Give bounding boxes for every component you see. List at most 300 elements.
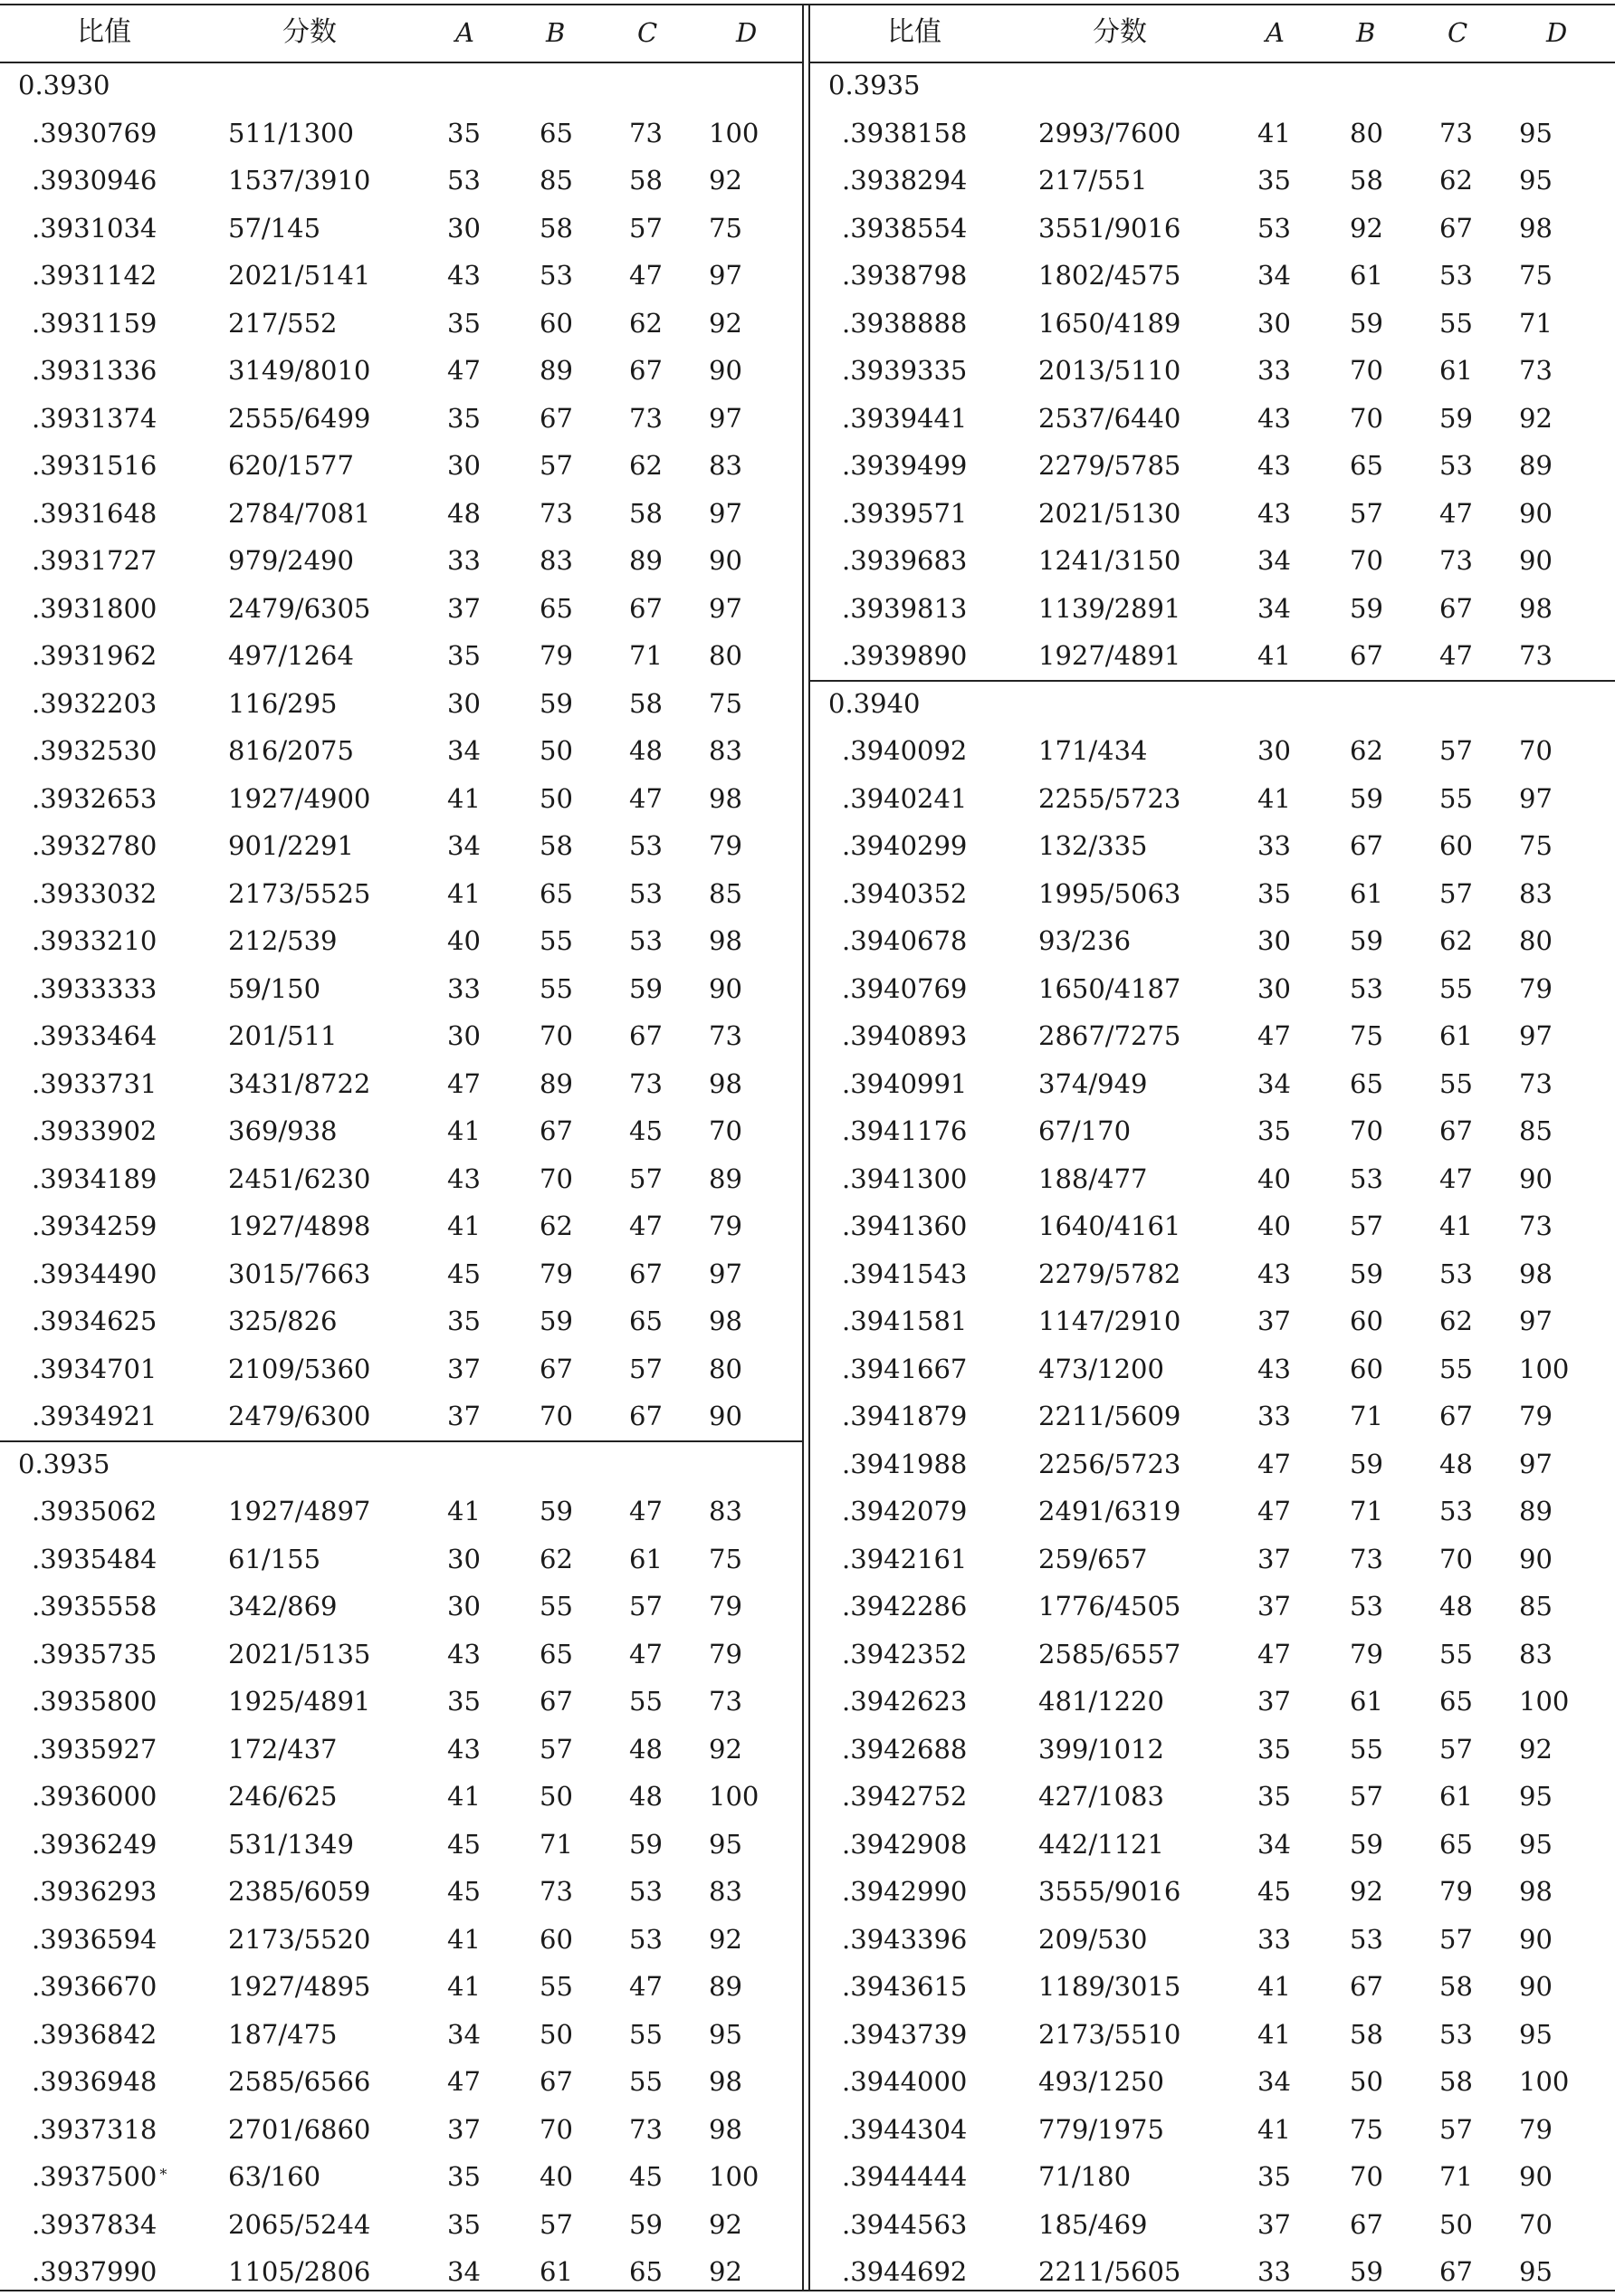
fraction-cell: 212/539 (228, 925, 338, 956)
value-c-cell: 55 (1439, 307, 1473, 339)
value-c-cell: 60 (1439, 830, 1473, 861)
value-d-cell: 90 (709, 972, 742, 1004)
value-c-cell: 47 (629, 782, 663, 814)
value-c-cell: 50 (1439, 2208, 1473, 2240)
table-row (0, 822, 802, 870)
ratio-cell: .3932653 (32, 782, 158, 814)
fraction-cell: 1139/2891 (1038, 592, 1181, 624)
ratio-cell: .3939683 (842, 545, 968, 576)
value-c-cell: 67 (1439, 1115, 1473, 1146)
value-d-cell: 100 (1519, 1353, 1570, 1384)
table-row (810, 585, 1615, 633)
ratio-cell: .3939571 (842, 497, 968, 529)
fraction-cell: 1650/4189 (1038, 307, 1181, 339)
fraction-cell: 369/938 (228, 1115, 338, 1146)
value-b-cell: 62 (540, 1210, 573, 1241)
fraction-cell: 427/1083 (1038, 1781, 1164, 1812)
value-c-cell: 53 (629, 877, 663, 909)
value-b-cell: 80 (1350, 117, 1383, 148)
table-row (0, 1488, 802, 1535)
table-row (0, 1107, 802, 1155)
ratio-cell: .3934921 (32, 1401, 158, 1431)
fraction-cell: 71/180 (1038, 2161, 1132, 2192)
table-row (810, 157, 1615, 205)
value-d-cell: 80 (709, 1353, 742, 1384)
ratio-cell: .3931374 (32, 402, 158, 434)
value-b-cell: 55 (540, 1591, 573, 1622)
table-row (810, 965, 1615, 1013)
value-c-cell: 41 (1439, 1210, 1473, 1241)
value-b-cell: 67 (1350, 2208, 1383, 2240)
value-d-cell: 92 (709, 165, 742, 196)
value-d-cell: 97 (709, 1258, 742, 1289)
fraction-cell: 2585/6566 (228, 2066, 371, 2097)
value-d-cell: 98 (1519, 592, 1553, 624)
fraction-cell: 246/625 (228, 1781, 338, 1812)
value-d-cell: 75 (709, 687, 742, 719)
ratio-cell: .3944692 (842, 2256, 968, 2287)
value-d-cell: 95 (1519, 117, 1553, 148)
ratio-cell (32, 2153, 167, 2201)
table-row (0, 680, 802, 728)
value-c-cell: 48 (629, 1781, 663, 1812)
value-b-cell: 59 (540, 1496, 573, 1526)
table-header-row (0, 4, 802, 63)
value-d-cell: 83 (709, 1876, 742, 1907)
value-a-cell: 34 (447, 735, 481, 766)
value-c-cell: 62 (629, 307, 663, 339)
value-a-cell: 34 (1257, 1067, 1291, 1099)
value-b-cell: 70 (1350, 402, 1383, 434)
value-a-cell: 40 (1257, 1210, 1291, 1241)
table-row (0, 1963, 802, 2011)
value-a-cell: 30 (1257, 307, 1291, 339)
value-d-cell: 73 (1519, 640, 1553, 671)
table-row (0, 1583, 802, 1631)
header-fraction: 分数 (282, 16, 337, 48)
table-row (0, 870, 802, 918)
ratio-cell: .3932530 (32, 735, 158, 766)
value-d-cell: 92 (709, 1733, 742, 1765)
fraction-cell: 2479/6300 (228, 1401, 371, 1431)
value-d-cell: 83 (1519, 877, 1553, 909)
value-c-cell: 57 (1439, 735, 1473, 766)
value-a-cell: 33 (1257, 1401, 1291, 1431)
header-c: C (637, 17, 658, 48)
table-row (0, 1392, 802, 1440)
value-c-cell: 71 (1439, 2161, 1473, 2192)
fraction-cell: 493/1250 (1038, 2066, 1164, 2097)
value-a-cell: 41 (447, 1781, 481, 1812)
value-a-cell: 35 (447, 307, 481, 339)
value-b-cell: 89 (540, 355, 573, 386)
value-a-cell: 48 (447, 497, 481, 529)
value-b-cell: 65 (1350, 450, 1383, 481)
table-row (0, 2201, 802, 2249)
table-row (810, 2248, 1615, 2296)
header-ratio: 比值 (77, 16, 131, 48)
value-d-cell: 71 (1519, 307, 1553, 339)
value-a-cell: 35 (447, 2208, 481, 2240)
ratio-cell: .3930946 (32, 165, 158, 196)
value-a-cell: 47 (447, 355, 481, 386)
ratio-cell: .3931648 (32, 497, 158, 529)
table-row (0, 585, 802, 633)
fraction-cell: 1802/4575 (1038, 260, 1181, 291)
value-b-cell: 40 (540, 2161, 573, 2192)
fraction-cell: 901/2291 (228, 830, 354, 861)
value-a-cell: 45 (1257, 1876, 1291, 1907)
value-b-cell: 67 (1350, 640, 1383, 671)
value-a-cell: 33 (1257, 355, 1291, 386)
value-c-cell: 65 (629, 2256, 663, 2287)
value-a-cell: 34 (1257, 1828, 1291, 1860)
table-row (0, 1297, 802, 1345)
fraction-cell: 473/1200 (1038, 1353, 1164, 1384)
ratio-cell: .3930769 (32, 117, 158, 148)
table-row (810, 205, 1615, 253)
value-c-cell: 48 (629, 735, 663, 766)
fraction-cell: 2491/6319 (1038, 1496, 1181, 1526)
table-row (0, 2248, 802, 2296)
value-b-cell: 59 (1350, 925, 1383, 956)
table-row (0, 1535, 802, 1583)
fraction-cell: 2065/5244 (228, 2208, 371, 2240)
value-a-cell: 41 (447, 1496, 481, 1526)
table-row (810, 442, 1615, 490)
value-a-cell: 41 (447, 1923, 481, 1955)
value-a-cell: 35 (1257, 1781, 1291, 1812)
header-d: D (736, 17, 758, 48)
value-a-cell: 43 (447, 1162, 481, 1194)
group-heading-row (810, 62, 1615, 110)
fraction-cell: 2537/6440 (1038, 402, 1181, 434)
table-row (810, 300, 1615, 348)
value-a-cell: 41 (1257, 782, 1291, 814)
group-heading: 0.3935 (18, 1448, 110, 1479)
value-a-cell: 43 (447, 1638, 481, 1669)
value-d-cell: 90 (1519, 2161, 1553, 2192)
value-a-cell: 41 (447, 877, 481, 909)
value-c-cell: 67 (629, 355, 663, 386)
value-d-cell: 90 (1519, 545, 1553, 576)
fraction-cell: 67/170 (1038, 1115, 1132, 1146)
fraction-cell: 2993/7600 (1038, 117, 1181, 148)
value-c-cell: 57 (1439, 1733, 1473, 1765)
value-d-cell: 85 (1519, 1115, 1553, 1146)
ratio-cell: .3944000 (842, 2066, 968, 2097)
value-d-cell: 92 (709, 307, 742, 339)
ratio-cell: .3941988 (842, 1448, 968, 1479)
value-a-cell: 30 (447, 1020, 481, 1051)
value-c-cell: 55 (1439, 1067, 1473, 1099)
value-a-cell: 53 (1257, 212, 1291, 244)
footnote-mark: * (159, 2166, 167, 2183)
header-ratio: 比值 (887, 16, 941, 48)
value-c-cell: 57 (629, 1353, 663, 1384)
value-c-cell: 70 (1439, 1543, 1473, 1574)
value-b-cell: 89 (540, 1067, 573, 1099)
header-b: B (546, 17, 566, 48)
ratio-cell: .3935927 (32, 1733, 158, 1765)
value-a-cell: 47 (447, 1067, 481, 1099)
table-row (810, 1297, 1615, 1345)
ratio-cell: .3933032 (32, 877, 158, 909)
value-c-cell: 73 (629, 402, 663, 434)
value-d-cell: 70 (1519, 2208, 1553, 2240)
value-c-cell: 53 (629, 1923, 663, 1955)
group-heading-row (0, 1440, 802, 1488)
value-c-cell: 62 (629, 450, 663, 481)
value-a-cell: 34 (1257, 260, 1291, 291)
fraction-cell: 979/2490 (228, 545, 354, 576)
fraction-cell: 217/551 (1038, 165, 1148, 196)
value-b-cell: 59 (1350, 592, 1383, 624)
value-c-cell: 59 (629, 2208, 663, 2240)
value-b-cell: 61 (1350, 260, 1383, 291)
table-row (810, 1535, 1615, 1583)
value-a-cell: 35 (447, 117, 481, 148)
value-b-cell: 70 (1350, 545, 1383, 576)
value-b-cell: 53 (1350, 1923, 1383, 1955)
fraction-cell: 188/477 (1038, 1162, 1148, 1194)
fraction-cell: 201/511 (228, 1020, 338, 1051)
fraction-cell: 1241/3150 (1038, 545, 1181, 576)
value-b-cell: 67 (1350, 1971, 1383, 2002)
fraction-cell: 3551/9016 (1038, 212, 1181, 244)
fraction-cell: 3555/9016 (1038, 1876, 1181, 1907)
value-b-cell: 70 (540, 2113, 573, 2145)
table-row (810, 1773, 1615, 1821)
table-row (810, 110, 1615, 158)
table-row (810, 1060, 1615, 1108)
value-d-cell: 98 (709, 2113, 742, 2145)
header-b: B (1356, 17, 1376, 48)
ratio-table-page (0, 4, 1615, 2291)
ratio-cell: .3938554 (842, 212, 968, 244)
fraction-cell: 342/869 (228, 1591, 338, 1622)
value-c-cell: 61 (1439, 355, 1473, 386)
value-b-cell: 57 (540, 450, 573, 481)
value-b-cell: 57 (1350, 497, 1383, 529)
value-d-cell: 80 (1519, 925, 1553, 956)
fraction-cell: 171/434 (1038, 735, 1148, 766)
fraction-cell: 1650/4187 (1038, 972, 1181, 1004)
value-c-cell: 55 (629, 2018, 663, 2050)
ratio-cell: .3933464 (32, 1020, 158, 1051)
ratio-cell: .3933210 (32, 925, 158, 956)
table-row (0, 1726, 802, 1774)
value-b-cell: 59 (540, 687, 573, 719)
value-c-cell: 45 (629, 2161, 663, 2192)
fraction-cell: 497/1264 (228, 640, 354, 671)
value-d-cell: 95 (1519, 165, 1553, 196)
ratio-cell: .3943739 (842, 2018, 968, 2050)
ratio-cell: .3932203 (32, 687, 158, 719)
value-a-cell: 30 (447, 450, 481, 481)
fraction-cell: 132/335 (1038, 830, 1148, 861)
fraction-cell: 187/475 (228, 2018, 338, 2050)
table-row (810, 1583, 1615, 1631)
value-d-cell: 89 (1519, 1496, 1553, 1526)
value-c-cell: 67 (1439, 592, 1473, 624)
table-row (810, 1345, 1615, 1393)
header-a: A (455, 17, 474, 48)
value-b-cell: 57 (540, 1733, 573, 1765)
fraction-cell: 481/1220 (1038, 1686, 1164, 1717)
ratio-cell: .3944563 (842, 2208, 968, 2240)
value-d-cell: 98 (709, 1306, 742, 1336)
fraction-cell: 185/469 (1038, 2208, 1148, 2240)
table-row (0, 965, 802, 1013)
value-d-cell: 97 (709, 260, 742, 291)
ratio-cell: .3939335 (842, 355, 968, 386)
value-c-cell: 57 (629, 1591, 663, 1622)
value-b-cell: 73 (540, 1876, 573, 1907)
ratio-cell: .3943615 (842, 1971, 968, 2002)
value-a-cell: 35 (1257, 2161, 1291, 2192)
value-a-cell: 35 (447, 1306, 481, 1336)
value-b-cell: 60 (540, 1923, 573, 1955)
fraction-cell: 2256/5723 (1038, 1448, 1181, 1479)
value-d-cell: 98 (709, 925, 742, 956)
table-row (810, 727, 1615, 775)
ratio-cell: .3934259 (32, 1210, 158, 1241)
value-a-cell: 35 (447, 1686, 481, 1717)
value-c-cell: 67 (629, 1020, 663, 1051)
table-row (810, 1488, 1615, 1535)
ratio-cell: .3944444 (842, 2161, 968, 2192)
value-a-cell: 47 (1257, 1448, 1291, 1479)
table-row (810, 1726, 1615, 1774)
value-d-cell: 79 (1519, 2113, 1553, 2145)
table-row (810, 1631, 1615, 1679)
fraction-cell: 779/1975 (1038, 2113, 1164, 2145)
fraction-cell: 259/657 (1038, 1543, 1148, 1574)
fraction-cell: 442/1121 (1038, 1828, 1164, 1860)
value-d-cell: 95 (1519, 2018, 1553, 2050)
value-d-cell: 79 (709, 1591, 742, 1622)
table-row (810, 2106, 1615, 2154)
value-c-cell: 47 (1439, 1162, 1473, 1194)
value-a-cell: 34 (447, 2256, 481, 2287)
value-b-cell: 67 (540, 1115, 573, 1146)
value-a-cell: 35 (447, 640, 481, 671)
table-row (0, 1060, 802, 1108)
value-b-cell: 50 (540, 782, 573, 814)
group-heading: 0.3935 (828, 70, 921, 100)
value-b-cell: 55 (540, 1971, 573, 2002)
fraction-cell: 1640/4161 (1038, 1210, 1181, 1241)
ratio-cell: .3940352 (842, 877, 968, 909)
fraction-cell: 2784/7081 (228, 497, 371, 529)
value-c-cell: 59 (1439, 402, 1473, 434)
fraction-cell: 2109/5360 (228, 1353, 371, 1384)
value-d-cell: 79 (709, 830, 742, 861)
table-row (810, 1012, 1615, 1060)
value-a-cell: 35 (447, 2161, 481, 2192)
value-a-cell: 33 (1257, 830, 1291, 861)
value-a-cell: 35 (1257, 165, 1291, 196)
fraction-cell: 2385/6059 (228, 1876, 371, 1907)
value-a-cell: 37 (447, 2113, 481, 2145)
table-row (0, 1678, 802, 1726)
value-c-cell: 45 (629, 1115, 663, 1146)
table-row (810, 775, 1615, 823)
table-row (0, 537, 802, 585)
fraction-cell: 59/150 (228, 972, 321, 1004)
value-a-cell: 47 (1257, 1638, 1291, 1669)
value-c-cell: 73 (1439, 117, 1473, 148)
value-b-cell: 65 (1350, 1067, 1383, 1099)
value-d-cell: 98 (709, 782, 742, 814)
ratio-cell: .3941300 (842, 1162, 968, 1194)
value-a-cell: 33 (1257, 1923, 1291, 1955)
table-row (810, 870, 1615, 918)
value-b-cell: 67 (1350, 830, 1383, 861)
table-row (0, 917, 802, 965)
value-d-cell: 75 (1519, 830, 1553, 861)
value-d-cell: 85 (1519, 1591, 1553, 1622)
table-row (810, 1202, 1615, 1250)
value-a-cell: 33 (447, 972, 481, 1004)
fraction-cell: 2451/6230 (228, 1162, 371, 1194)
value-b-cell: 57 (1350, 1781, 1383, 1812)
value-c-cell: 67 (1439, 2256, 1473, 2287)
fraction-cell: 93/236 (1038, 925, 1132, 956)
fraction-cell: 2021/5141 (228, 260, 371, 291)
value-d-cell: 90 (1519, 1923, 1553, 1955)
value-b-cell: 83 (540, 545, 573, 576)
value-d-cell: 98 (709, 1067, 742, 1099)
value-d-cell: 89 (709, 1162, 742, 1194)
value-b-cell: 60 (1350, 1306, 1383, 1336)
value-b-cell: 71 (540, 1828, 573, 1860)
value-a-cell: 45 (447, 1828, 481, 1860)
ratio-cell: .3931142 (32, 260, 158, 291)
value-c-cell: 67 (629, 1258, 663, 1289)
value-b-cell: 92 (1350, 212, 1383, 244)
ratio-cell: .3942352 (842, 1638, 968, 1669)
table-row (0, 1250, 802, 1298)
value-c-cell: 67 (1439, 1401, 1473, 1431)
value-c-cell: 62 (1439, 165, 1473, 196)
table-row (0, 347, 802, 395)
value-c-cell: 53 (1439, 1496, 1473, 1526)
value-b-cell: 61 (1350, 1686, 1383, 1717)
ratio-cell: .3937834 (32, 2208, 158, 2240)
value-d-cell: 79 (709, 1638, 742, 1669)
value-a-cell: 37 (1257, 2208, 1291, 2240)
table-right-half (810, 4, 1615, 2291)
value-c-cell: 47 (629, 1971, 663, 2002)
value-a-cell: 37 (447, 592, 481, 624)
fraction-cell: 57/145 (228, 212, 321, 244)
ratio-cell: .3936000 (32, 1781, 158, 1812)
table-row (810, 490, 1615, 538)
value-c-cell: 55 (1439, 972, 1473, 1004)
ratio-cell: .3940769 (842, 972, 968, 1004)
value-c-cell: 57 (1439, 2113, 1473, 2145)
value-d-cell: 90 (709, 545, 742, 576)
value-b-cell: 79 (540, 640, 573, 671)
value-d-cell: 79 (1519, 1401, 1553, 1431)
fraction-cell: 1105/2806 (228, 2256, 371, 2287)
ratio-cell: .3940893 (842, 1020, 968, 1051)
table-left-half (0, 4, 802, 2291)
fraction-cell: 1927/4897 (228, 1496, 371, 1526)
value-d-cell: 98 (709, 2066, 742, 2097)
